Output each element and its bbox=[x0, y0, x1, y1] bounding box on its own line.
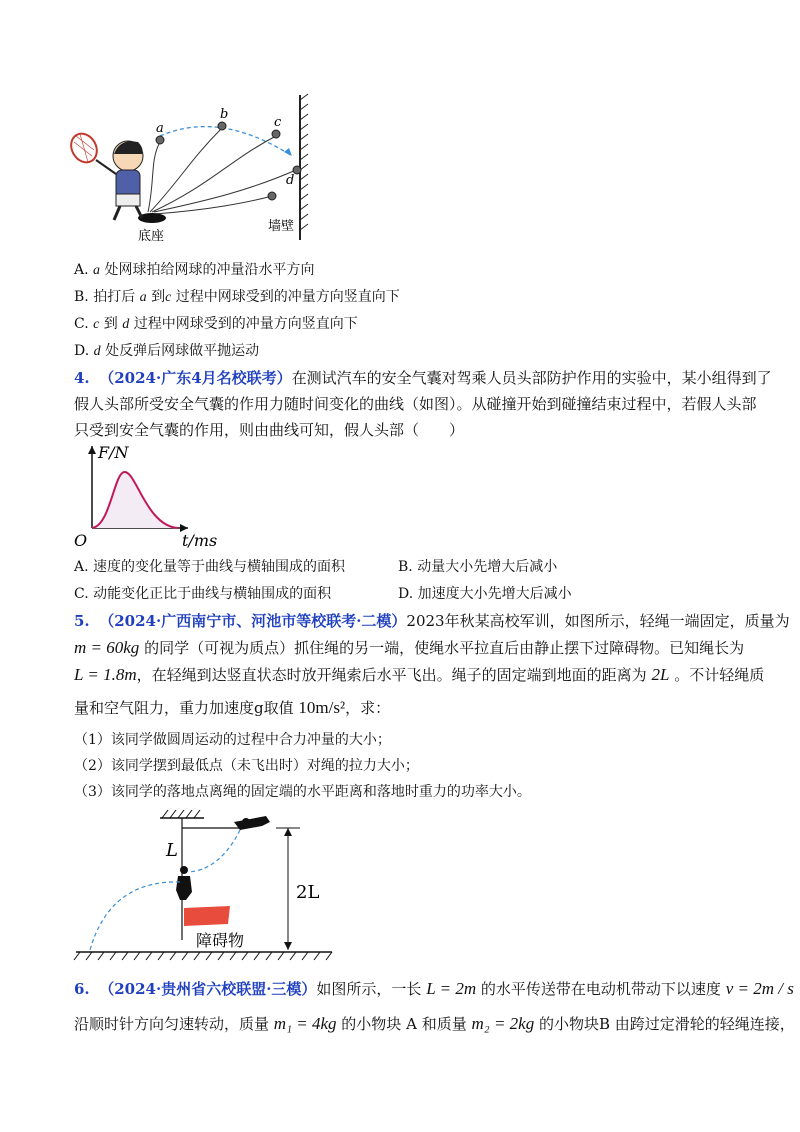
q6-line1: 6. （2024·贵州省六校联盟·三模）如图所示，一长 L = 2m 的水平传送带在电动机带动下以速度 v = 2m / s bbox=[74, 979, 794, 998]
q4-option-b: B. 动量大小先增大后减小 bbox=[398, 559, 558, 575]
q5-sub2: （2）该同学摆到最低点（未飞出时）对绳的拉力大小； bbox=[74, 758, 419, 774]
q3-option-b: B. 拍打后 a 到c 过程中网球受到的冲量方向竖直向下 bbox=[74, 289, 400, 305]
q5-line3: L = 1.8m，在轻绳到达竖直状态时放开绳索后水平飞出。绳子的固定端到地面的距离为 2L 。不计轻绳质 bbox=[74, 665, 765, 684]
q4-option-a: A. 速度的变化量等于曲线与横轴围成的面积 bbox=[74, 559, 346, 575]
base-label: 底座 bbox=[138, 229, 165, 244]
q4-line3: 只受到安全气囊的作用，则由曲线可知，假人头部（ ） bbox=[74, 421, 465, 439]
wall-label: 墙壁 bbox=[268, 219, 295, 234]
q3-option-a: A. a 处网球拍给网球的冲量沿水平方向 bbox=[74, 262, 315, 278]
q4-option-d: D. 加速度大小先增大后减小 bbox=[398, 586, 572, 602]
height-label: 2L bbox=[296, 882, 320, 903]
swing-figure bbox=[70, 800, 340, 965]
q4-option-c: C. 动能变化正比于曲线与横轴围成的面积 bbox=[74, 586, 332, 602]
q5-sub3: （3）该同学的落地点离绳的固定端的水平距离和落地时重力的功率大小。 bbox=[74, 784, 531, 800]
q4-line1: 4. （2024·广东4月名校联考）在测试汽车的安全气囊对驾乘人员头部防护作用的实验中，某小组得到了 bbox=[74, 369, 772, 387]
label-d: d bbox=[286, 173, 295, 188]
q3-option-c: C. c 到 d 过程中网球受到的冲量方向竖直向下 bbox=[74, 316, 358, 332]
y-axis-label: F/N bbox=[98, 443, 129, 462]
origin-label: O bbox=[74, 531, 88, 550]
q3-option-d: D. d 处反弹后网球做平抛运动 bbox=[74, 343, 260, 359]
force-time-graph bbox=[70, 440, 220, 552]
q4-line2: 假人头部所受安全气囊的作用力随时间变化的曲线（如图）。从碰撞开始到碰撞结束过程中，若假人头部 bbox=[74, 395, 757, 413]
q5-line4: 量和空气阻力，重力加速度g取值 10m/s²，求： bbox=[74, 698, 391, 717]
label-c: c bbox=[274, 115, 282, 130]
q5-line1: 5. （2024·广西南宁市、河池市等校联考·二模）2023年秋某高校军训，如图所示，轻绳一端固定，质量为 bbox=[74, 612, 790, 630]
q5-sub1: （1）该同学做圆周运动的过程中合力冲量的大小； bbox=[74, 732, 391, 748]
obstacle-label: 障碍物 bbox=[196, 931, 245, 950]
rope-length-label: L bbox=[166, 840, 178, 861]
tennis-figure bbox=[60, 90, 320, 250]
x-axis-label: t/ms bbox=[182, 531, 218, 550]
label-b: b bbox=[220, 107, 229, 122]
label-a: a bbox=[156, 121, 164, 136]
q6-line2: 沿顺时针方向匀速转动，质量 m₁ = 4kg 的小物块 A 和质量 m₂ = 2kg 的小物块B 由跨过定滑轮的轻绳连接， bbox=[74, 1014, 795, 1033]
q5-line2: m = 60kg 的同学（可视为质点）抓住绳的另一端，使绳水平拉直后由静止摆下过障碍物。已知绳长为 bbox=[74, 638, 745, 657]
